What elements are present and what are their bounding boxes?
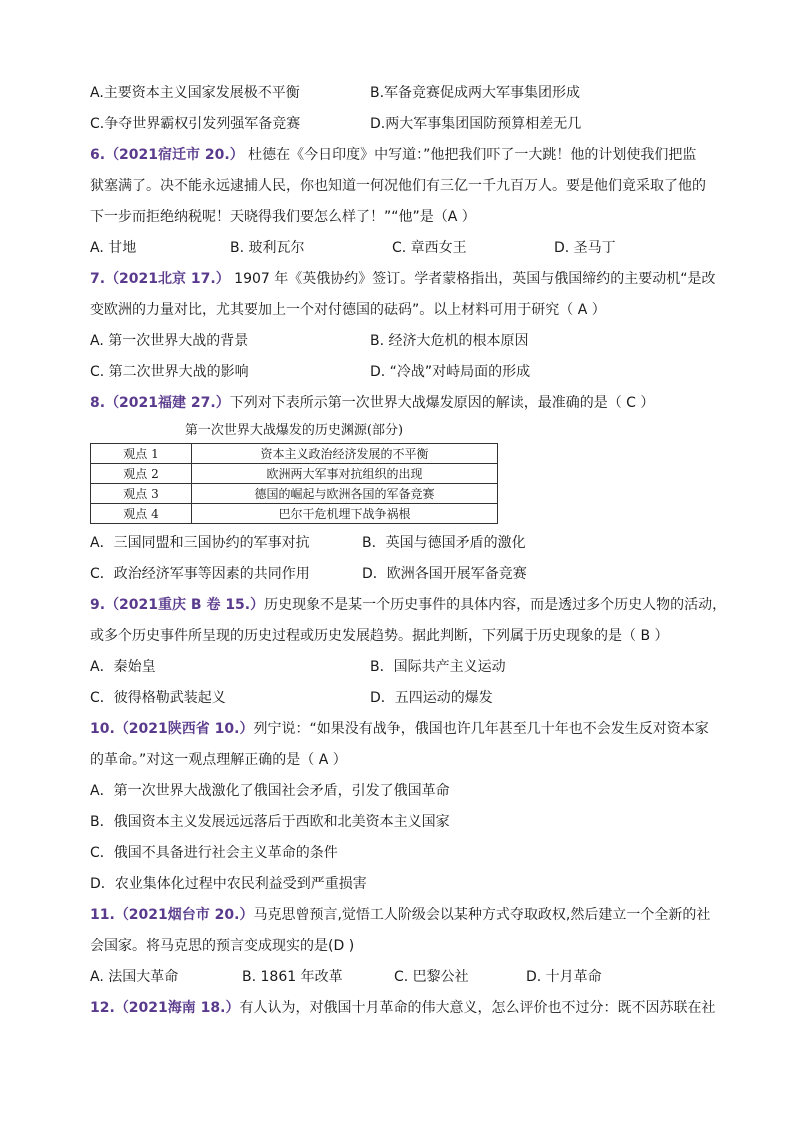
q6-option-a: A. 甘地: [90, 240, 137, 256]
q7-option-c: C. 第二次世界大战的影响: [90, 364, 249, 380]
q11-option-c: C. 巴黎公社: [394, 969, 469, 985]
q8-source: （2021福建 27.）: [105, 395, 230, 411]
table-cell-value: 巴尔干危机埋下战争祸根: [192, 504, 498, 524]
q10-number: 10.: [90, 721, 115, 737]
q6-stem-line-3: 下一步而拒绝纳税呢！天晓得我们要怎么样了！”“他”是（A ）: [90, 209, 476, 225]
q8-number: 8.: [90, 395, 106, 411]
q10-option-c: C．俄国不具备进行社会主义革命的条件: [90, 845, 338, 861]
q7-source: （2021北京 17.）: [105, 271, 230, 287]
q9-stem-text-1: 历史现象不是某一个历史事件的具体内容，而是透过多个历史人物的活动，: [264, 597, 727, 613]
q11-source: （2021烟台市 20.）: [114, 907, 254, 923]
q9-source: （2021重庆 B 卷 15.）: [105, 597, 265, 613]
q11-stem-text-1: 马克思曾预言,觉悟工人阶级会以某种方式夺取政权,然后建立一个全新的社: [253, 907, 711, 923]
q7-stem-text-1: 1907 年《英俄协约》签订。学者蒙格指出，英国与俄国缔约的主要动机“是改: [234, 271, 716, 287]
table-cell-label: 观点 2: [91, 464, 192, 484]
q12-source: （2021海南 18.）: [114, 1000, 240, 1016]
q9-option-a: A．秦始皇: [90, 659, 156, 675]
q9-options-row-2: [90, 683, 710, 714]
table-cell-label: 观点 4: [91, 504, 192, 524]
q11-stem-line-2: 会国家。将马克思的预言变成现实的是(D ): [90, 938, 355, 954]
q10-source: （2021陕西省 10.）: [114, 721, 254, 737]
q8-stem-text-1: 下列对下表所示第一次世界大战爆发原因的解读，最准确的是（ C ）: [229, 395, 655, 411]
q8-table-title: 第一次世界大战爆发的历史渊源(部分): [184, 423, 404, 438]
q11-option-a: A. 法国大革命: [90, 969, 179, 985]
table-row: [91, 484, 498, 504]
table-cell-label: 观点 1: [91, 444, 192, 464]
q8-option-c: C．政治经济军事等因素的共同作用: [90, 566, 310, 582]
q9-number: 9.: [90, 597, 106, 613]
table-row: [91, 464, 498, 484]
q7-options-row-2: [90, 357, 710, 388]
q11-option-d: D. 十月革命: [526, 969, 602, 985]
q9-stem-line-1: [90, 590, 727, 621]
q5-option-d: D.两大军事集团国防预算相差无几: [370, 116, 582, 132]
q10-option-a: A．第一次世界大战激化了俄国社会矛盾，引发了俄国革命: [90, 783, 450, 799]
q9-option-d: D．五四运动的爆发: [370, 690, 493, 706]
q9-option-b: B．国际共产主义运动: [370, 659, 506, 675]
q8-source-table: [90, 419, 710, 524]
q6-stem-line-2: 狱塞满了。决不能永远逮捕人民，你也知道一何况他们有三亿一千九百万人。要是他们竟采取了他的: [90, 178, 706, 194]
table-cell-value: 资本主义政治经济发展的不平衡: [192, 444, 498, 464]
exam-page: [90, 78, 727, 1024]
q8-option-b: B．英国与德国矛盾的激化: [362, 535, 526, 551]
table-cell-label: 观点 3: [91, 484, 192, 504]
q7-options-row-1: [90, 326, 710, 357]
q6-stem-line-1: [90, 140, 710, 171]
q6-option-c: C. 章西女王: [392, 240, 467, 256]
q7-stem-line-2: 变欧洲的力量对比，尤其要加上一个对付德国的砝码”。以上材料可用于研究（ A ）: [90, 302, 606, 318]
q5-option-a: A.主要资本主义国家发展极不平衡: [90, 85, 300, 101]
q7-stem-line-1: [90, 264, 716, 295]
q10-option-b: B．俄国资本主义发展远远落后于西欧和北美资本主义国家: [90, 814, 450, 830]
q10-option-d: D．农业集体化过程中农民利益受到严重损害: [90, 876, 367, 892]
q7-number: 7.: [90, 271, 106, 287]
q8-options-row-1: [90, 528, 710, 559]
q11-option-b: B. 1861 年改革: [242, 969, 343, 985]
q6-options: [90, 233, 710, 264]
table-cell-value: 德国的崛起与欧洲各国的军备竞赛: [192, 484, 498, 504]
q8-table: [90, 443, 498, 524]
q11-options: [90, 962, 710, 993]
q10-stem-line-2: 的革命。”对这一观点理解正确的是（ A ）: [90, 752, 347, 768]
table-row: [91, 504, 498, 524]
q11-stem-line-1: [90, 900, 710, 931]
q12-number: 12.: [90, 1000, 115, 1016]
q9-options-row-1: [90, 652, 710, 683]
q5-options-row-1: [90, 78, 710, 109]
q12-stem-text-1: 有人认为，对俄国十月革命的伟大意义，怎么评价也不过分：既不因苏联在社: [239, 1000, 716, 1016]
q7-option-d: D. “冷战”对峙局面的形成: [370, 364, 531, 380]
q8-option-a: A．三国同盟和三国协约的军事对抗: [90, 535, 310, 551]
q8-options-row-2: [90, 559, 710, 590]
table-cell-value: 欧洲两大军事对抗组织的出现: [192, 464, 498, 484]
table-row: [91, 444, 498, 464]
q5-option-c: C.争夺世界霸权引发列强军备竞赛: [90, 116, 301, 132]
q6-number: 6.: [90, 147, 106, 163]
q7-option-b: B. 经济大危机的根本原因: [370, 333, 529, 349]
q6-stem-text-1: 杜德在《今日印度》中写道：”他把我们吓了一大跳！他的计划使我们把监: [248, 147, 697, 163]
q8-option-d: D．欧洲各国开展军备竞赛: [362, 566, 527, 582]
q5-options-row-2: [90, 109, 710, 140]
q12-stem-line-1: [90, 993, 716, 1024]
q10-stem-line-1: [90, 714, 710, 745]
q5-option-b: B.军备竞赛促成两大军事集团形成: [370, 85, 581, 101]
q6-option-d: D. 圣马丁: [554, 240, 616, 256]
q6-option-b: B. 玻利瓦尔: [230, 240, 305, 256]
q6-source: （2021宿迁市 20.）: [105, 147, 244, 163]
q9-stem-line-2: 或多个历史事件所呈现的历史过程或历史发展趋势。据此判断，下列属于历史现象的是（ B ）: [90, 628, 669, 644]
q11-number: 11.: [90, 907, 115, 923]
q8-stem-line-1: [90, 388, 710, 419]
q10-stem-text-1: 列宁说：“如果没有战争，俄国也许几年甚至几十年也不会发生反对资本家: [253, 721, 709, 737]
q9-option-c: C．彼得格勒武装起义: [90, 690, 226, 706]
q7-option-a: A. 第一次世界大战的背景: [90, 333, 249, 349]
